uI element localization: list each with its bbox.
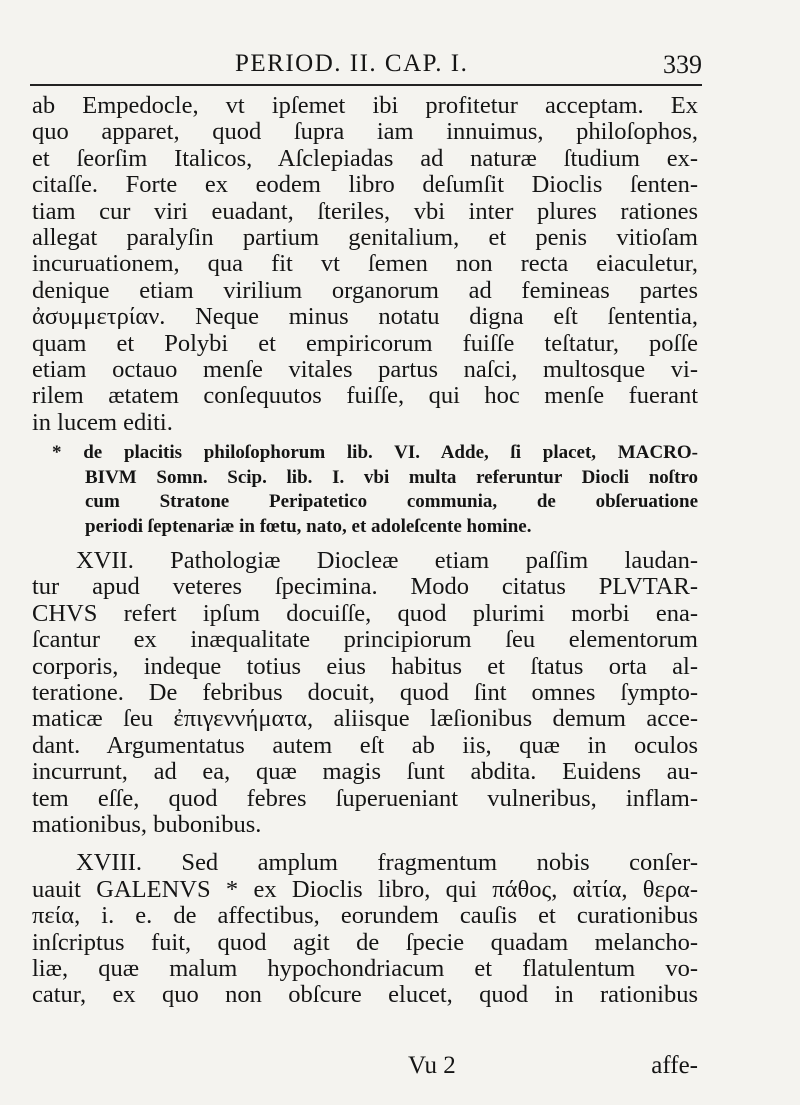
text-line: in lucem editi. — [32, 408, 173, 436]
text-line: tur apud veteres ſpecimina. Modo citatus PLVTAR- — [32, 573, 698, 601]
text-line: ab Empedocle, vt ipſemet ibi profitetur acceptam. Ex — [32, 92, 698, 119]
text-line: citaſſe. Forte ex eodem libro deſumſit Dioclis ſenten- — [32, 171, 698, 199]
text-line: catur, ex quo non obſcure elucet, quod in rationibus — [32, 981, 698, 1009]
footnote-line: BIVM Somn. Scip. lib. I. vbi multa referuntur Diocli noſtro — [85, 466, 698, 488]
text-line: tiam cur viri euadant, ſteriles, vbi inter plures rationes — [32, 197, 698, 225]
text-line: ſcantur ex inæqualitate principiorum ſeu elementorum — [32, 626, 698, 654]
text-line: liæ, quæ malum hypochondriacum et flatulentum vo- — [32, 954, 698, 982]
text-line: incurrunt, ad ea, quæ magis ſunt abdita. Euidens au- — [32, 758, 698, 786]
paragraph-3 — [32, 850, 698, 1008]
text-line: maticæ ſeu ἐπιγεννήματα, aliisque læſionibus demum acce- — [32, 705, 698, 733]
footnote-line: cum Stratone Peripatetico communia, de obſeruatione — [85, 491, 698, 513]
text-line: uauit GALENVS * ex Dioclis libro, qui πάθος, αἰτία, θερα- — [32, 875, 698, 903]
text-line: quam et Polybi et empiricorum fuiſſe teſtatur, poſſe — [32, 329, 698, 357]
text-line: rilem ætatem conſequutos fuiſſe, qui hoc menſe fuerant — [32, 382, 698, 410]
text-line: quo apparet, quod ſupra iam innuimus, philoſophos, — [32, 118, 698, 146]
text-line: ἀσυμμετρίαν. Neque minus notatu digna eſt ſententia, — [32, 303, 698, 331]
text-line: tem eſſe, quod febres ſuperueniant vulneribus, inflam- — [32, 784, 698, 812]
paragraph-1 — [32, 93, 698, 436]
page-number: 339 — [663, 50, 702, 79]
running-head — [30, 50, 702, 84]
footnote-line: * de placitis philoſophorum lib. VI. Adde, ſi placet, MACRO- — [52, 442, 698, 464]
text-line: XVII. Pathologiæ Diocleæ etiam paſſim laudan- — [76, 547, 698, 575]
text-line: mationibus, bubonibus. — [32, 810, 262, 838]
text-line: πεία, i. e. de affectibus, eorundem cauſis et curationibus — [32, 902, 698, 930]
paragraph-2 — [32, 548, 698, 838]
text-line: denique etiam virilium organorum ad femineas partes — [32, 276, 698, 304]
text-line: corporis, indeque totius eius habitus et ſtatus orta al- — [32, 652, 698, 680]
text-line: allegat paralyſin partium genitalium, et penis vitioſam — [32, 223, 698, 251]
text-line: CHVS refert ipſum docuiſſe, quod plurimi morbi ena- — [32, 599, 698, 627]
header-rule — [30, 84, 702, 86]
running-title: PERIOD. II. CAP. I. — [235, 50, 469, 77]
text-line: incuruationem, qua fit vt ſemen non recta eiaculetur, — [32, 250, 698, 278]
page-body — [32, 93, 698, 1009]
text-line: inſcriptus fuit, quod agit de ſpecie quadam melancho- — [32, 928, 698, 956]
signature-mark: Vu 2 — [408, 1052, 456, 1079]
catchword: affe- — [651, 1052, 698, 1079]
footnote — [32, 441, 698, 539]
text-line: etiam octauo menſe vitales partus naſci, multosque vi- — [32, 355, 698, 383]
footnote-line: periodi ſeptenariæ in fœtu, nato, et adoleſcente homine. — [85, 515, 532, 537]
text-line: dant. Argumentatus autem eſt ab iis, quæ in oculos — [32, 731, 698, 759]
text-line: teratione. De febribus docuit, quod ſint omnes ſympto- — [32, 679, 698, 707]
text-line: et ſeorſim Italicos, Aſclepiadas ad naturæ ſtudium ex- — [32, 144, 698, 172]
text-line: XVIII. Sed amplum fragmentum nobis conſer- — [76, 849, 698, 877]
